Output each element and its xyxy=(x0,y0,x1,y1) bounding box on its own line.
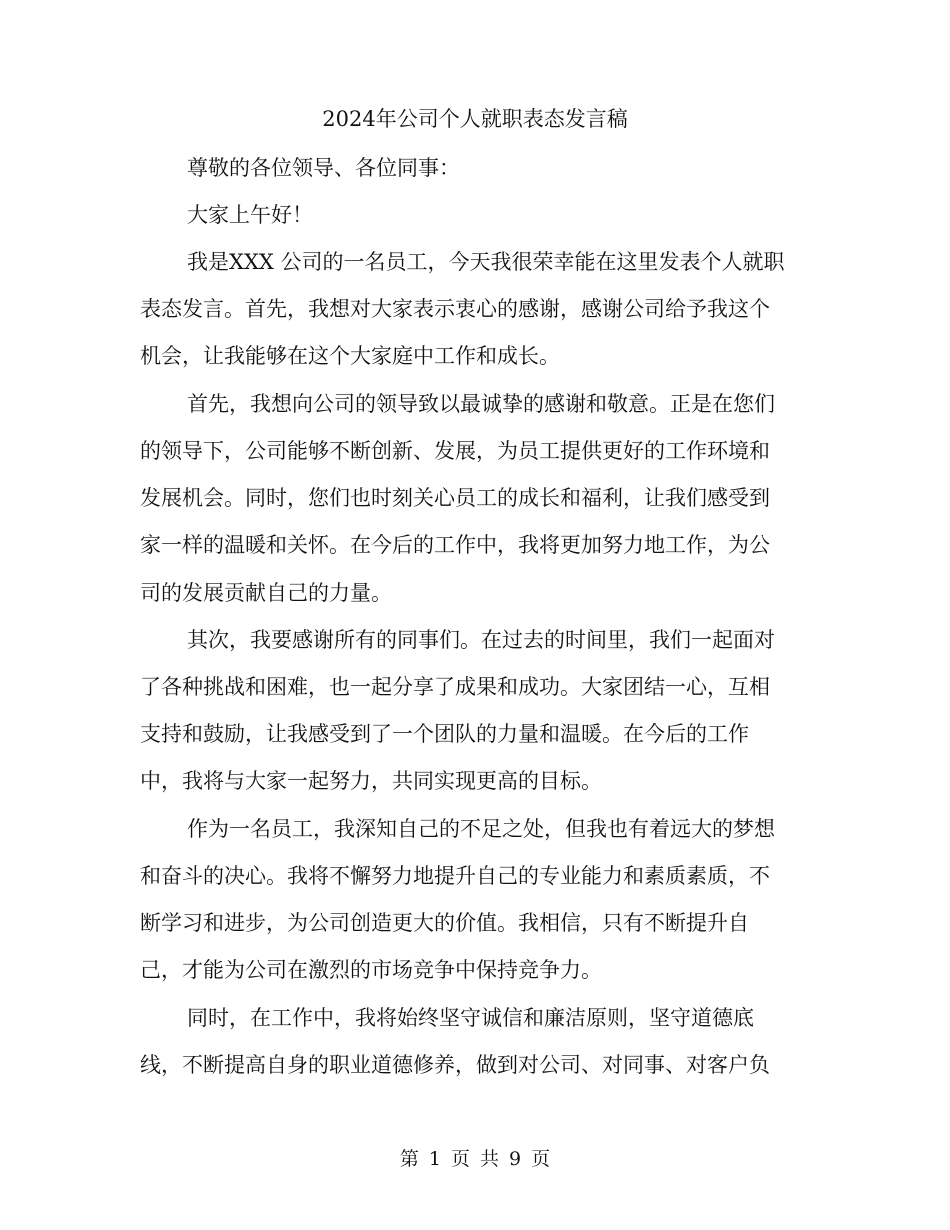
body-line: 其次，我要感谢所有的同事们。在过去的时间里，我们一起面对 xyxy=(187,628,775,652)
greeting-line: 大家上午好！ xyxy=(187,203,313,227)
body-line: 了各种挑战和困难，也一起分享了成果和成功。大家团结一心，互相 xyxy=(140,675,770,699)
body-line: 家一样的温暖和关怀。在今后的工作中，我将更加努力地工作，为公 xyxy=(140,533,770,557)
page-number-footer: 第 1 页 共 9 页 xyxy=(399,1148,551,1170)
body-line: 机会，让我能够在这个大家庭中工作和成长。 xyxy=(140,344,560,368)
body-line: 我是XXX 公司的一名员工，今天我很荣幸能在这里发表个人就职 xyxy=(187,250,785,274)
body-line: 己，才能为公司在激烈的市场竞争中保持竞争力。 xyxy=(140,958,602,982)
body-line: 中，我将与大家一起努力，共同实现更高的目标。 xyxy=(140,769,602,793)
body-line: 表态发言。首先，我想对大家表示衷心的感谢，感谢公司给予我这个 xyxy=(140,297,770,321)
body-line: 和奋斗的决心。我将不懈努力地提升自己的专业能力和素质素质，不 xyxy=(140,864,770,888)
body-line: 同时，在工作中，我将始终坚守诚信和廉洁原则，坚守道德底 xyxy=(187,1006,754,1030)
document-title: 2024年公司个人就职表态发言稿 xyxy=(322,107,628,131)
body-line: 发展机会。同时，您们也时刻关心员工的成长和福利，让我们感受到 xyxy=(140,486,770,510)
body-line: 的领导下，公司能够不断创新、发展，为员工提供更好的工作环境和 xyxy=(140,439,770,463)
body-line: 断学习和进步，为公司创造更大的价值。我相信，只有不断提升自 xyxy=(140,911,749,935)
body-line: 司的发展贡献自己的力量。 xyxy=(140,581,392,605)
salutation-line: 尊敬的各位领导、各位同事： xyxy=(187,156,460,180)
body-line: 作为一名员工，我深知自己的不足之处，但我也有着远大的梦想 xyxy=(187,817,775,841)
body-line: 首先，我想向公司的领导致以最诚挚的感谢和敬意。正是在您们 xyxy=(187,392,775,416)
body-line: 支持和鼓励，让我感受到了一个团队的力量和温暖。在今后的工作 xyxy=(140,722,749,746)
body-line: 线，不断提高自身的职业道德修养，做到对公司、对同事、对客户负 xyxy=(140,1053,770,1077)
